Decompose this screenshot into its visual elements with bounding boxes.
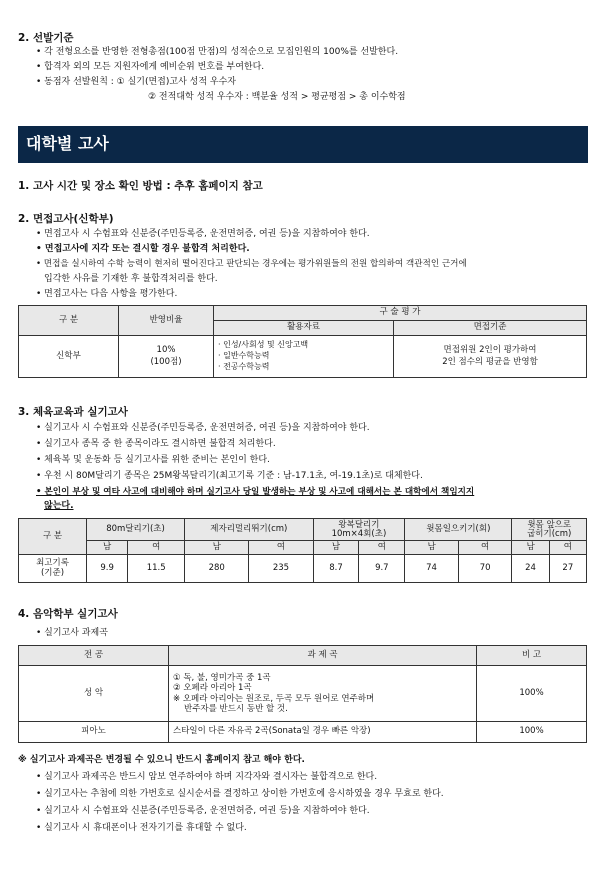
pe-th-event: 제자리멀리뛰기(cm) bbox=[185, 519, 314, 541]
music-th-ratio: 비 고 bbox=[477, 646, 587, 666]
pe-th-female: 여 bbox=[458, 541, 512, 555]
music-th-major: 전 공 bbox=[19, 646, 169, 666]
pe-th-male: 남 bbox=[185, 541, 249, 555]
pe-notice: • 본인이 부상 및 여타 사고에 대비해야 하며 실기고사 당일 발생하는 부상 및 사고에 대해서는 본 대학에서 책임지지 bbox=[36, 487, 475, 497]
pe-th-female: 여 bbox=[249, 541, 313, 555]
music-line: • 실기고사 과제곡은 반드시 암보 연주하여야 하며 지각자와 결시자는 불합격으로 한다. bbox=[36, 772, 378, 782]
th-eval: 구 술 평 가 bbox=[214, 306, 587, 321]
row-theology: 신학부 bbox=[19, 336, 119, 378]
interview-line: • 면접고사 시 수험표와 신분증(주민등록증, 운전면허증, 여권 등)을 지참하여야 한다. bbox=[36, 229, 370, 239]
pe-th-event bbox=[512, 519, 587, 541]
material-item: · 인성/사회성 및 신앙고백 bbox=[218, 340, 309, 350]
event-shuttle-sub: 10m×4회(초) bbox=[331, 528, 387, 539]
selection-line: • 각 전형요소를 반영한 전형총점(100점 만점)의 성적순으로 모집인원의 100%를 선발한다. bbox=[36, 47, 399, 57]
music-sub: • 실기고사 과제곡 bbox=[36, 628, 108, 638]
music-line: • 실기고사 시 휴대폰이나 전자기기를 휴대할 수 없다. bbox=[36, 823, 247, 833]
pe-line: • 실기고사 시 수험표와 신분증(주민등록증, 운전면허증, 여권 등)을 지참하여야 한다. bbox=[36, 423, 370, 433]
interview-line: • 면접고사는 다음 사항을 평가한다. bbox=[36, 289, 178, 299]
pe-th-male: 남 bbox=[512, 541, 549, 555]
pe-value: 9.7 bbox=[359, 555, 405, 583]
criteria-line: 2인 점수의 평균을 반영함 bbox=[442, 356, 538, 367]
pe-value: 8.7 bbox=[313, 555, 359, 583]
pe-line: • 체육복 및 운동화 등 실기고사를 위한 준비는 본인이 한다. bbox=[36, 455, 270, 465]
pe-th-male: 남 bbox=[87, 541, 128, 555]
pe-value: 24 bbox=[512, 555, 549, 583]
music-notice: ※ 실기고사 과제곡은 변경될 수 있으니 반드시 홈페이지 참고 해야 한다. bbox=[18, 755, 305, 765]
material-item: · 일반수학능력 bbox=[218, 351, 270, 361]
ratio-points: (100점) bbox=[150, 356, 182, 367]
exam-time-title: 1. 고사 시간 및 장소 확인 방법 : 추후 홈페이지 참고 bbox=[18, 180, 263, 192]
vocal-piece: ① 독, 불, 영미가곡 중 1곡 bbox=[173, 673, 271, 684]
th-material: 활용자료 bbox=[214, 321, 394, 336]
pe-th-division: 구 분 bbox=[19, 519, 87, 555]
interview-title: 2. 면접고사(신학부) bbox=[18, 213, 114, 225]
music-vocal-ratio: 100% bbox=[477, 666, 587, 722]
pe-th-male: 남 bbox=[313, 541, 359, 555]
th-ratio: 반영비율 bbox=[119, 306, 214, 336]
pe-value: 74 bbox=[405, 555, 459, 583]
material-item: · 전공수학능력 bbox=[218, 361, 270, 371]
vocal-piece: ② 오페라 아리아 1곡 bbox=[173, 683, 252, 694]
pe-table bbox=[18, 518, 587, 583]
music-th-piece: 과 제 곡 bbox=[169, 646, 477, 666]
pe-value: 70 bbox=[458, 555, 512, 583]
interview-line: • 면접을 실시하여 수학 능력이 현저히 떨어진다고 판단되는 경우에는 평가위원들의 전원 합의하여 객관적인 근거에 bbox=[36, 259, 467, 269]
pe-th-female: 여 bbox=[549, 541, 586, 555]
pe-value: 280 bbox=[185, 555, 249, 583]
pe-th-female: 여 bbox=[128, 541, 185, 555]
pe-value: 11.5 bbox=[128, 555, 185, 583]
music-table bbox=[18, 645, 587, 743]
pe-value: 9.9 bbox=[87, 555, 128, 583]
event-shuttle: 왕복달리기 bbox=[338, 519, 380, 530]
music-line: • 실기고사 시 수험표와 신분증(주민등록증, 운전면허증, 여권 등)을 지참하여야 한다. bbox=[36, 806, 370, 816]
pe-th-event: 80m달리기(초) bbox=[87, 519, 185, 541]
section-banner: 대학별 고사 bbox=[18, 126, 588, 163]
pe-title: 3. 체육교육과 실기고사 bbox=[18, 406, 128, 418]
ratio-percent: 10% bbox=[156, 345, 176, 356]
section-selection-title: 2. 선발기준 bbox=[18, 32, 74, 44]
vocal-piece: 반주자를 반드시 동반 할 것. bbox=[184, 703, 288, 714]
pe-value: 27 bbox=[549, 555, 586, 583]
selection-line: • 동점자 선발원칙 : ① 실기(면접)고사 성적 우수자 bbox=[36, 77, 236, 87]
criteria-cell bbox=[394, 336, 587, 378]
pe-row-label-2: (기준) bbox=[40, 567, 65, 578]
pe-line: • 우천 시 80M달리기 종목은 25M왕복달리기(최고기록 기준 : 남-17.1초, 여-19.1초)로 대체한다. bbox=[36, 471, 423, 481]
interview-line: • 면접고사에 지각 또는 결시할 경우 불합격 처리한다. bbox=[36, 244, 250, 254]
row-ratio bbox=[119, 336, 214, 378]
music-piano: 피아노 bbox=[19, 722, 169, 743]
th-division: 구 분 bbox=[19, 306, 119, 336]
pe-th-female: 여 bbox=[359, 541, 405, 555]
music-vocal: 성 악 bbox=[19, 666, 169, 722]
pe-notice: 않는다. bbox=[44, 501, 74, 511]
event-reach-sub: 굽히기(cm) bbox=[527, 528, 572, 539]
selection-line: ② 전적대학 성적 우수자 : 백분율 성적 > 평균평점 > 총 이수학점 bbox=[148, 92, 406, 102]
music-line: • 실기고사는 추첨에 의한 가번호로 실시순서를 결정하고 상이한 가번호에 응시하였을 경우 무효로 한다. bbox=[36, 789, 444, 799]
music-vocal-pieces bbox=[169, 666, 477, 722]
vocal-piece: ※ 오페라 아리아는 원조로, 두곡 모두 원어로 연주하며 bbox=[173, 693, 375, 704]
event-reach: 윗몸 앞으로 bbox=[527, 519, 572, 530]
pe-row-label bbox=[19, 555, 87, 583]
selection-line: • 합격자 외의 모든 지원자에게 예비순위 번호를 부여한다. bbox=[36, 62, 265, 72]
music-piano-ratio: 100% bbox=[477, 722, 587, 743]
pe-value: 235 bbox=[249, 555, 313, 583]
interview-table bbox=[18, 305, 587, 378]
pe-row-label-1: 최고기록 bbox=[36, 557, 69, 568]
criteria-line: 면접위원 2인이 평가하여 bbox=[443, 345, 537, 356]
pe-line: • 실기고사 종목 중 한 종목이라도 결시하면 불합격 처리한다. bbox=[36, 439, 276, 449]
interview-line: 입각한 사유를 기재한 후 불합격처리를 한다. bbox=[44, 274, 218, 284]
pe-th-event: 윗몸일으키기(회) bbox=[405, 519, 512, 541]
music-title: 4. 음악학부 실기고사 bbox=[18, 608, 118, 620]
music-piano-piece: 스타일이 다른 자유곡 2곡(Sonata일 경우 빠른 악장) bbox=[169, 722, 477, 743]
pe-th-event bbox=[313, 519, 405, 541]
materials-cell bbox=[214, 336, 394, 378]
th-criteria: 면접기준 bbox=[394, 321, 587, 336]
pe-th-male: 남 bbox=[405, 541, 459, 555]
